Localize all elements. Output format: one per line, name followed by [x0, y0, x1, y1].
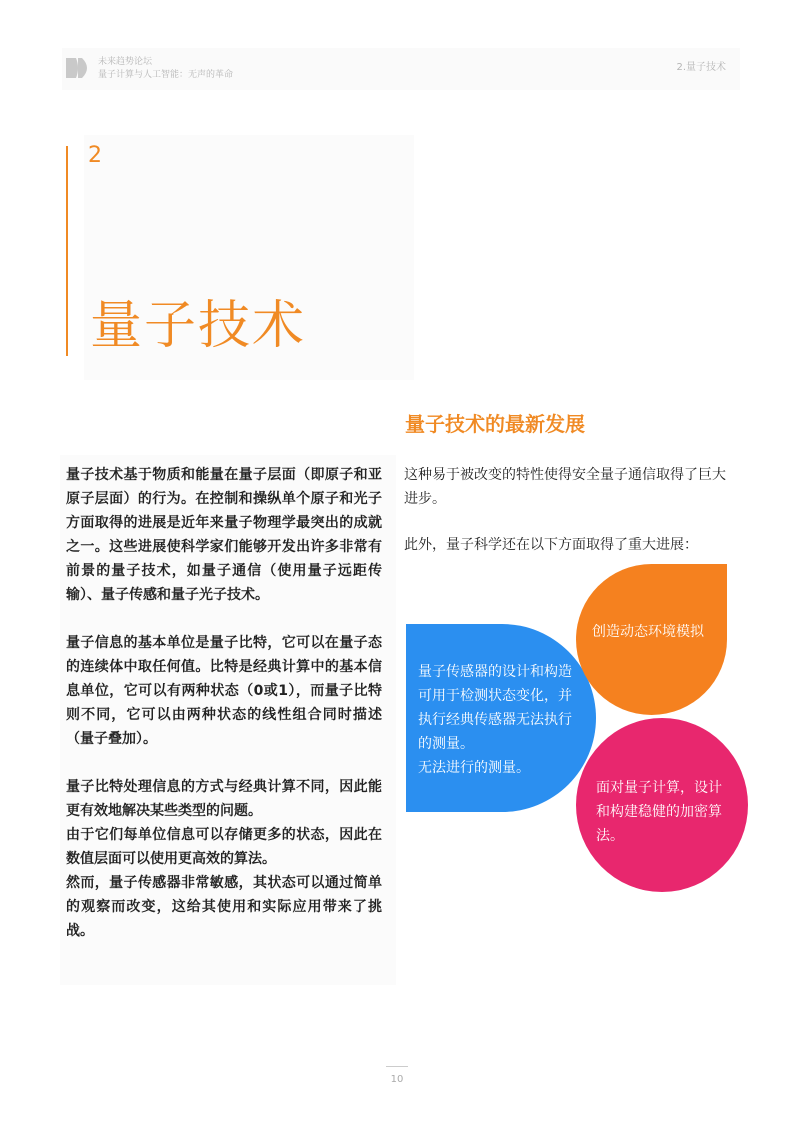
dynamic-simulation-text: 创造动态环境模拟 [592, 624, 704, 640]
page-header [62, 48, 740, 90]
header-title: 未来趋势论坛 [98, 57, 153, 67]
header-section-label: 2.量子技术 [676, 62, 726, 73]
paragraph-progress-intro: 此外，量子科学还在以下方面取得了重大进展： [404, 537, 698, 553]
paragraph-processing: 量子比特处理信息的方式与经典计算不同，因此能更有效地解决某些类型的问题。 [66, 779, 382, 819]
sensor-design-shape [406, 624, 596, 812]
dynamic-simulation-shape [576, 564, 727, 715]
paragraph-intro: 量子技术基于物质和能量在量子层面（即原子和亚原子层面）的行为。在控制和操纵单个原子和光子方面取得的进展是近年来量子物理学最突出的成就之一。这些进展使科学家们能够开发出许多非常有前景的量子技术，如量子通信（使用量子远距传输）、量子传感和量子光子技术。 [66, 467, 382, 603]
paragraph-secure-communication: 这种易于被改变的特性使得安全量子通信取得了巨大进步。 [404, 467, 726, 507]
chapter-accent-bar [66, 146, 68, 356]
header-subtitle: 量子计算与人工智能：无声的革命 [98, 70, 234, 80]
paragraph-qubit: 量子信息的基本单位是量子比特，它可以在量子态的连续体中取任何值。比特是经典计算中的基本信息单位，它可以有两种状态（0或1），而量子比特则不同，它可以由两种状态的线性组合同时描述（量子叠加）。 [66, 635, 382, 747]
page-number: 10 [390, 1074, 404, 1085]
section-heading: 量子技术的最新发展 [405, 412, 585, 436]
paragraph-sensitivity: 然而，量子传感器非常敏感，其状态可以通过简单的观察而改变，这给其使用和实际应用带来了挑战。 [66, 875, 382, 939]
chapter-title: 量子技术 [90, 296, 307, 356]
encryption-text: 面对量子计算，设计和构建稳健的加密算法。 [596, 780, 722, 844]
logo-icon [66, 58, 92, 78]
sensor-design-text: 量子传感器的设计和构造可用于检测状态变化，并执行经典传感器无法执行的测量。 无法进行的测量。 [418, 664, 572, 776]
left-column [60, 455, 396, 985]
paragraph-states: 由于它们每单位信息可以存储更多的状态，因此在数值层面可以使用更高效的算法。 [66, 827, 382, 867]
footer-divider [386, 1066, 408, 1067]
chapter-number: 2 [88, 143, 102, 168]
encryption-shape [576, 718, 748, 892]
